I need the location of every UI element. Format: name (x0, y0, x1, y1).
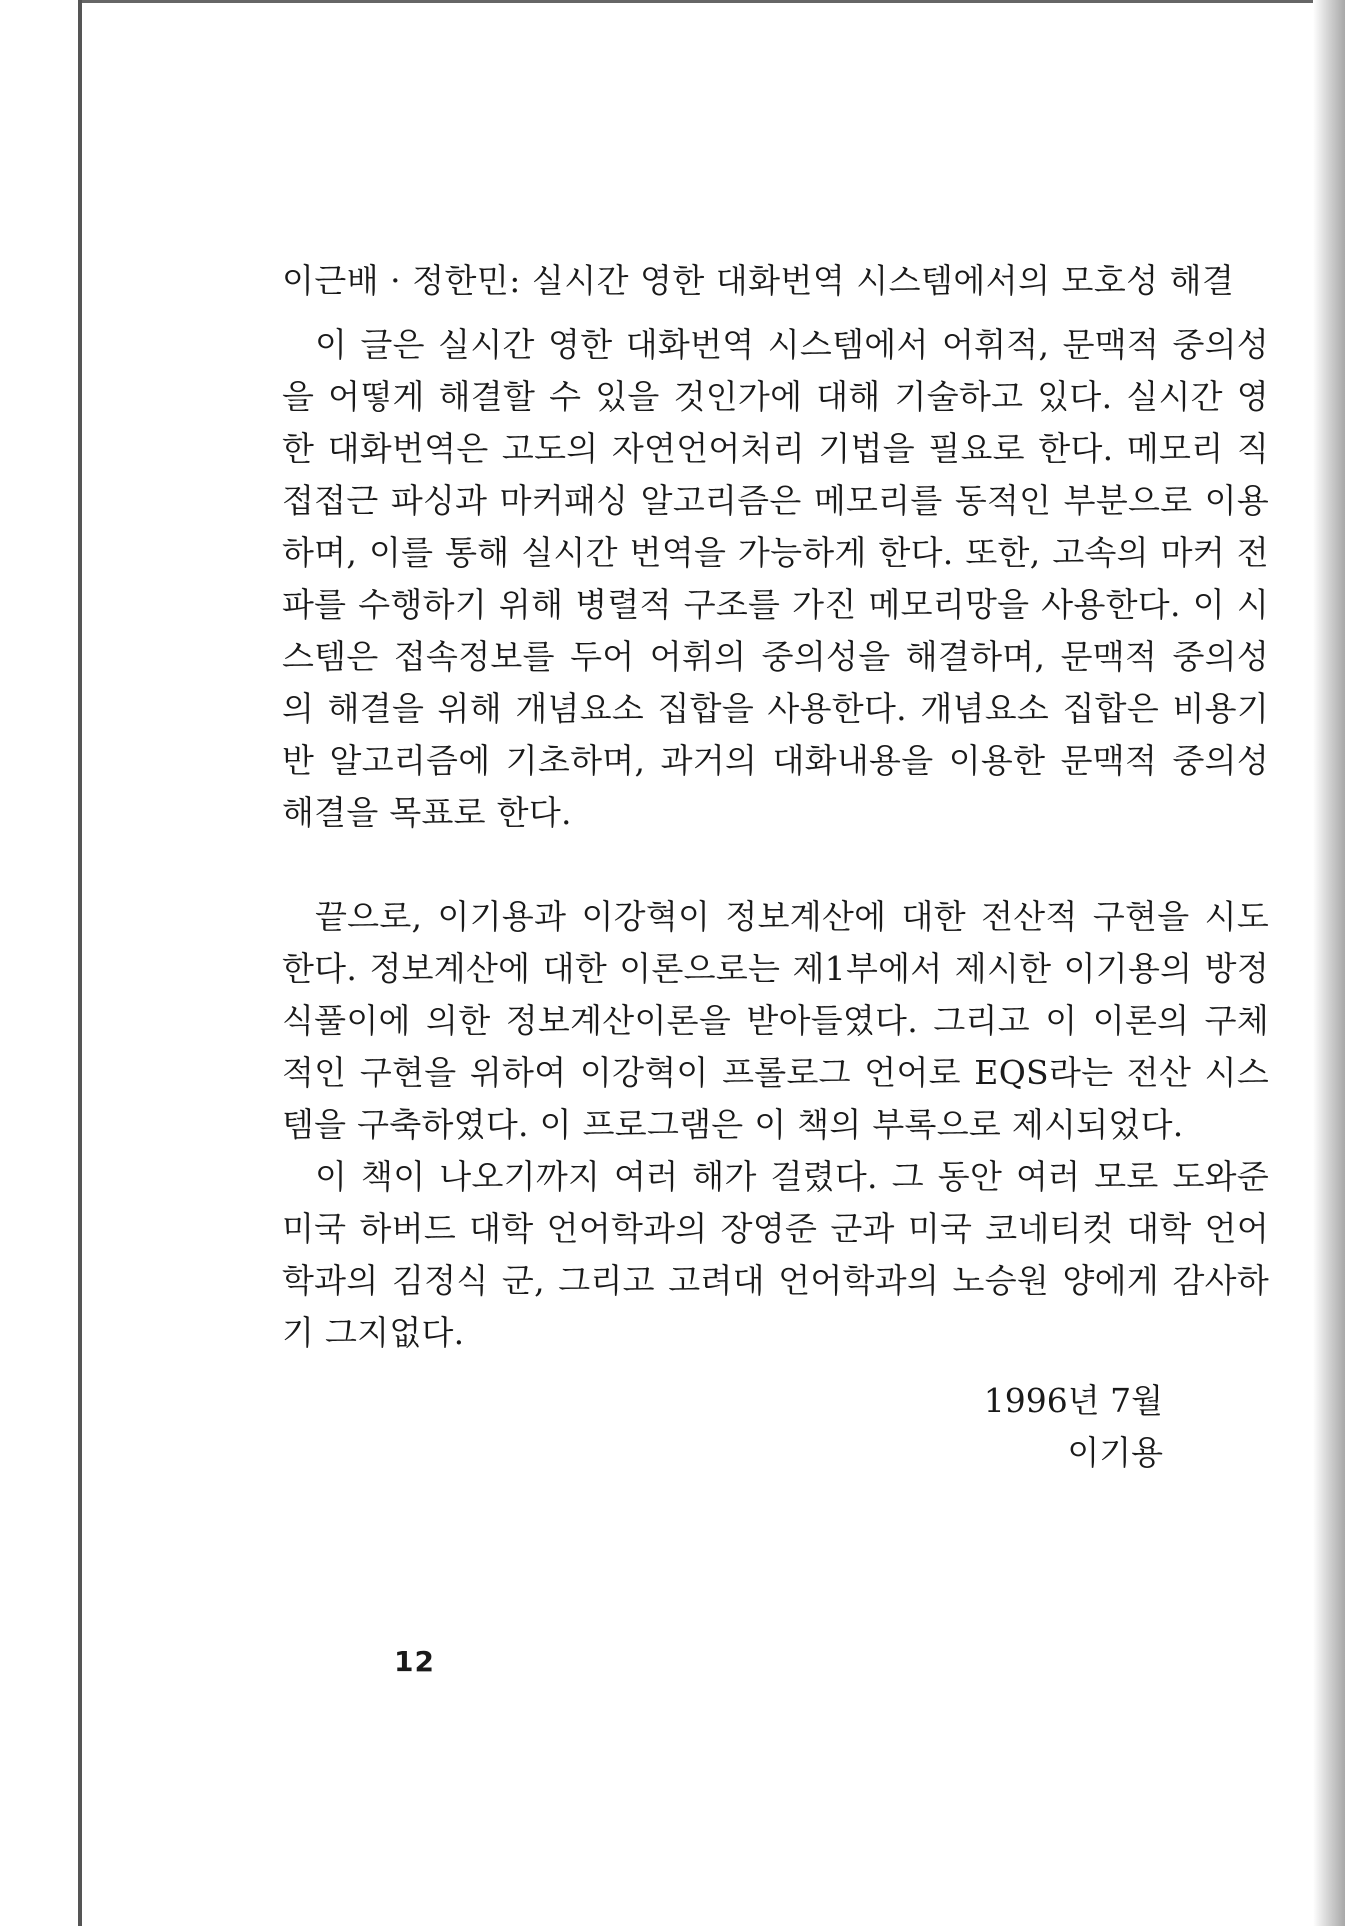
page-right-shadow (1313, 0, 1345, 1926)
page-number: 12 (394, 1645, 435, 1678)
signature-author: 이기용 (1067, 1433, 1163, 1472)
closing-paragraph: 끝으로, 이기용과 이강혁이 정보계산에 대한 전산적 구현을 시도한다. 정보계산에 대한 이론으로는 제1부에서 제시한 이기용의 방정식풀이에 의한 정보계산이론을 받아들였다. 그리고 이 이론의 구체적인 구현을 위하여 이강혁이 프롤로그 언어로 EQS라는 전산 시스템을 구축하였다. 이 프로그램은 이 책의 부록으로 제시되었다. (282, 897, 1269, 1144)
entry-heading: 이근배 · 정한민: 실시간 영한 대화번역 시스템에서의 모호성 해결 (282, 261, 1235, 300)
acknowledgement-paragraph: 이 책이 나오기까지 여러 해가 걸렸다. 그 동안 여러 모로 도와준 미국 하버드 대학 언어학과의 장영준 군과 미국 코네티컷 대학 언어학과의 김정식 군, 그리고 고려대 언어학과의 노승원 양에게 감사하기 그지없다. (282, 1157, 1269, 1352)
page-body (282, 255, 1269, 1359)
book-page (82, 3, 1313, 1926)
signature-date: 1996년 7월 (983, 1381, 1163, 1420)
entry-summary: 이 글은 실시간 영한 대화번역 시스템에서 어휘적, 문맥적 중의성을 어떻게 해결할 수 있을 것인가에 대해 기술하고 있다. 실시간 영한 대화번역은 고도의 자연언어처리 기법을 필요로 한다. 메모리 직접접근 파싱과 마커패싱 알고리즘은 메모리를 동적인 부분으로 이용하며, 이를 통해 실시간 번역을 가능하게 한다. 또한, 고속의 마커 전파를 수행하기 위해 병렬적 구조를 가진 메모리망을 사용한다. 이 시스템은 접속정보를 두어 어휘의 중의성을 해결하며, 문맥적 중의성의 해결을 위해 개념요소 집합을 사용한다. 개념요소 집합은 비용기반 알고리즘에 기초하며, 과거의 대화내용을 이용한 문맥적 중의성 해결을 목표로 한다. (282, 325, 1269, 832)
